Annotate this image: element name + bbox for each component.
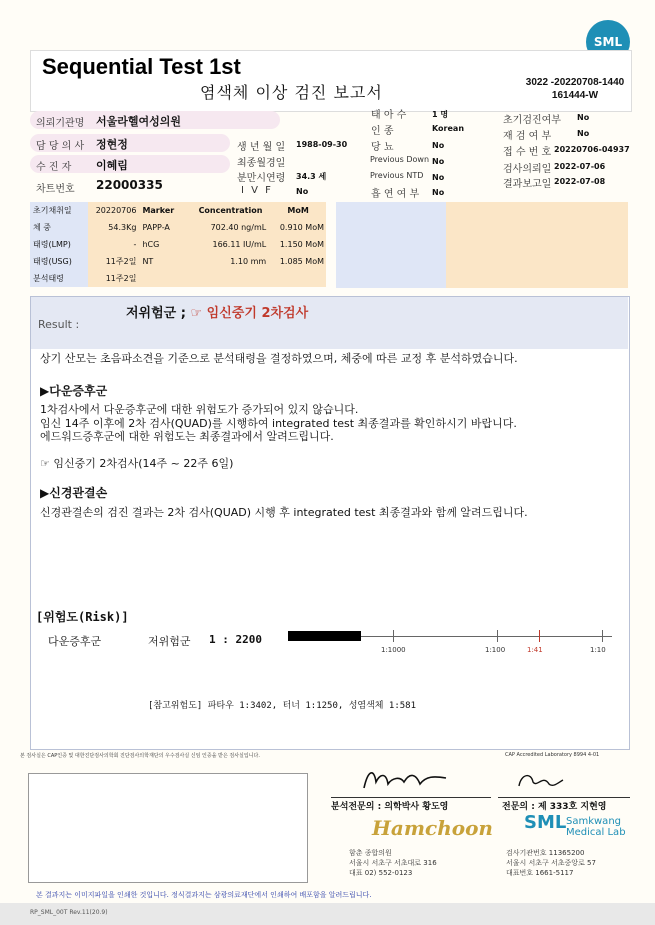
document-number-line-1: 3022 -20220708-1440 — [525, 77, 625, 88]
sml-brand-line: Medical Lab — [566, 827, 626, 838]
down-syndrome-line: 1차검사에서 다운증후군에 대한 위험도가 증가되어 있지 않습니다. — [40, 403, 359, 416]
ntd-title: ▶신경관결손 — [40, 486, 108, 500]
measure-label: 분석태령 — [30, 270, 88, 287]
left-signature-line — [331, 797, 491, 798]
measure-label: 태령(LMP) — [30, 236, 88, 253]
prev-down-label: Previous Down — [370, 155, 430, 164]
measure-value: 11주2일 — [88, 253, 141, 270]
result-label: Result : — [38, 318, 80, 331]
sml-logo: SML — [586, 20, 630, 64]
prev-ntd-value: No — [432, 173, 445, 182]
risk-tick-label: 1:41 — [527, 646, 543, 654]
diabetes-value: No — [432, 141, 445, 150]
ivf-label: I V F — [241, 185, 273, 196]
marker-concentration: 1.10 mm — [191, 253, 270, 270]
sml-address-line: 서울시 서초구 서초중앙로 57 — [506, 859, 596, 867]
left-signature-icon — [360, 764, 450, 794]
dob-label: 생 년 월 일 — [237, 142, 286, 153]
risk-tick — [497, 630, 498, 642]
image-print-notice: 본 결과지는 이미지파일을 인쇄한 것입니다. 정식결과지는 삼광의료재단에서 인쇄하여 배포함을 알려드립니다. — [36, 891, 372, 899]
measure-value: - — [88, 236, 141, 253]
down-syndrome-title: ▶다운증후군 — [40, 384, 108, 398]
marker-header-marker: Marker — [140, 202, 190, 219]
age-value: 34.3 세 — [296, 172, 327, 181]
smoke-value: No — [432, 188, 445, 197]
risk-tick-label: 1:100 — [485, 646, 506, 654]
measurement-table — [30, 202, 326, 287]
smoke-label: 흡 연 여 부 — [371, 189, 420, 200]
sml-brand-name — [566, 816, 626, 838]
empty-marker-panel-right — [446, 202, 628, 288]
chart-label: 차트번호 — [36, 184, 75, 195]
age-label: 분만시연령 — [237, 173, 286, 184]
recipient-label: 수 진 자 — [36, 162, 72, 173]
report-subtitle: 염색체 이상 검진 보고서 — [200, 83, 383, 102]
hospital-label: 의뢰기관명 — [36, 118, 85, 129]
risk-scale — [288, 628, 612, 658]
race-label: 인 종 — [371, 126, 394, 137]
marker-name: NT — [140, 253, 190, 270]
right-signature-icon — [515, 768, 565, 792]
hamchoon-address-line: 대표 02) 552-0123 — [349, 869, 413, 877]
sml-address — [506, 848, 596, 878]
sml-address-line: 검사기관번호 11365200 — [506, 849, 585, 857]
marker-mom: 0.910 MoM — [270, 219, 326, 236]
measure-value: 11주2일 — [88, 270, 141, 287]
request-date-label: 검사의뢰일 — [503, 164, 552, 175]
right-signature-line — [498, 797, 630, 798]
race-value: Korean — [432, 124, 465, 133]
result-intro: 상기 산모는 초음파소견을 기준으로 분석태령을 결정하였으며, 체중에 따른 교정 후 분석하였습니다. — [40, 352, 518, 365]
right-signer-title: 전문의 : 제 333호 지현영 — [502, 802, 607, 812]
result-header — [31, 297, 628, 349]
risk-title: [위험도(Risk)] — [36, 610, 129, 624]
measure-label: 초기채취일 — [30, 202, 88, 219]
result-risk-group — [126, 302, 308, 321]
marker-mom: 1.085 MoM — [270, 253, 326, 270]
cap-accreditation-number: CAP Accredited Laboratory 8994 4-01 — [505, 752, 600, 758]
dob-value: 1988-09-30 — [296, 140, 348, 149]
measure-label: 체 중 — [30, 219, 88, 236]
recipient-value: 이혜림 — [96, 159, 128, 172]
ntd-line: 신경관결손의 검진 결과는 2차 검사(QUAD) 시행 후 integrated test 최종결과와 함께 알려드립니다. — [40, 506, 528, 519]
measure-value: 20220706 — [88, 202, 141, 219]
notes-box — [28, 773, 308, 883]
measure-label: 태령(USG) — [30, 253, 88, 270]
hamchoon-logo: Hamchoon — [372, 816, 493, 840]
result-risk-level: 저위험군 ; — [126, 306, 186, 321]
sml-brand-logo: SML — [524, 812, 567, 833]
sml-address-line: 대표번호 1661-5117 — [506, 869, 574, 877]
form-number: RP_SML_00T Rev.11(20.9) — [30, 909, 108, 916]
fetal-count-label: 태 아 수 — [371, 110, 407, 121]
report-title: Sequential Test 1st — [42, 54, 241, 79]
risk-tick — [393, 630, 394, 642]
marker-concentration: 166.11 IU/mL — [191, 236, 270, 253]
fetal-count-value: 1 명 — [432, 110, 449, 119]
risk-level: 저위험군 — [148, 635, 191, 648]
sml-brand-line: Samkwang — [566, 816, 621, 827]
empty-marker-panel-left — [336, 202, 446, 288]
down-syndrome-line: 임신 14주 이후에 2차 검사(QUAD)를 시행하여 integrated test 최종결과를 확인하시기 바랍니다. — [40, 417, 517, 430]
retest-label: 재 검 여 부 — [503, 131, 552, 142]
prev-ntd-label: Previous NTD — [370, 171, 424, 180]
risk-tick-label: 1:10 — [590, 646, 606, 654]
report-date-label: 결과보고일 — [503, 179, 552, 190]
result-recommendation: ☞ 임신중기 2차검사 — [190, 306, 309, 321]
measure-value: 54.3Kg — [88, 219, 141, 236]
document-number-line-2: 161444-W — [551, 90, 599, 101]
marker-header-mom: MoM — [270, 202, 326, 219]
hospital-value: 서울라헬여성의원 — [96, 115, 182, 128]
diabetes-label: 당 뇨 — [371, 142, 394, 153]
marker-name: PAPP-A — [140, 219, 190, 236]
ivf-value: No — [296, 187, 309, 196]
marker-header-concentration: Concentration — [191, 202, 270, 219]
risk-condition-name: 다운증후군 — [48, 635, 102, 648]
retest-value: No — [577, 129, 590, 138]
hamchoon-address — [349, 848, 437, 878]
risk-tick — [539, 630, 540, 642]
reference-risk: [참고위험도] 파타우 1:3402, 터너 1:1250, 성염색체 1:581 — [148, 701, 417, 711]
risk-ratio: 1 : 2200 — [209, 633, 262, 646]
marker-concentration: 702.40 ng/mL — [191, 219, 270, 236]
second-exam-note: ☞ 임신중기 2차검사(14주 ~ 22주 6일) — [40, 457, 234, 470]
chart-value: 22000335 — [96, 178, 163, 192]
lmp-label: 최종월경일 — [237, 158, 286, 169]
document-number — [515, 76, 635, 102]
down-syndrome-line: 에드워드증후군에 대한 위험도는 최종결과에서 알려드립니다. — [40, 430, 334, 443]
marker-mom: 1.150 MoM — [270, 236, 326, 253]
left-signer-title: 분석전문의 : 의학박사 황도영 — [331, 802, 449, 812]
cap-certification: 본 검사실은 CAP인증 및 대한진단검사의학회 진단검사의학재단의 우수검사실 신임 인증을 받은 검사실입니다. — [20, 753, 260, 759]
early-test-value: No — [577, 113, 590, 122]
report-date-value: 2022-07-08 — [554, 177, 606, 186]
receipt-label: 접 수 번 호 — [503, 147, 552, 158]
hamchoon-address-line: 함춘 종합의원 — [349, 849, 392, 857]
risk-bar — [288, 631, 361, 641]
doctor-value: 정현정 — [96, 138, 128, 151]
receipt-value: 20220706-04937 — [554, 145, 630, 154]
marker-name: hCG — [140, 236, 190, 253]
hamchoon-address-line: 서울시 서초구 서초대로 316 — [349, 859, 437, 867]
prev-down-value: No — [432, 157, 445, 166]
risk-tick — [602, 630, 603, 642]
request-date-value: 2022-07-06 — [554, 162, 606, 171]
early-test-label: 초기검진여부 — [503, 115, 561, 126]
risk-tick-label: 1:1000 — [381, 646, 406, 654]
doctor-label: 담 당 의 사 — [36, 141, 85, 152]
